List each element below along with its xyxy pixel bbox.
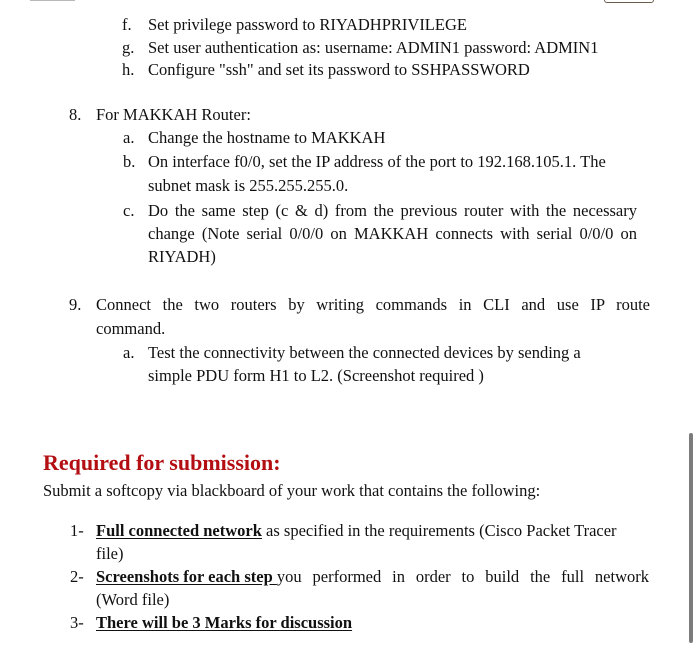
step8-a-text: Change the hostname to MAKKAH — [148, 128, 386, 147]
req-item1-marker: 1- — [70, 521, 84, 540]
req-item1-bold: Full connected network — [96, 521, 262, 540]
req-item3-line1 — [96, 613, 352, 633]
item-f-marker: f. — [122, 15, 132, 34]
step8-a-marker: a. — [123, 128, 135, 147]
top-rule — [30, 0, 75, 1]
req-item3-marker: 3- — [70, 613, 84, 632]
step9-a-marker: a. — [123, 343, 135, 362]
step9-line2: command. — [96, 319, 166, 338]
step9-a-line2: simple PDU form H1 to L2. (Screenshot required ) — [148, 366, 484, 385]
step8-c-marker: c. — [123, 201, 135, 220]
step9-line1: Connect the two routers by writing commands in CLI and use IP route — [96, 295, 650, 314]
step8-c-line1: Do the same step (c & d) from the previous router with the necessary — [148, 201, 637, 220]
step8-c-line2: change (Note serial 0/0/0 on MAKKAH connects with serial 0/0/0 on — [148, 224, 637, 243]
item-g-marker: g. — [122, 38, 135, 57]
req-item2-bold: Screenshots for each step — [96, 567, 277, 586]
req-item2-line2: (Word file) — [96, 590, 170, 609]
req-item1-line2: file) — [96, 544, 124, 563]
req-item2-line1 — [96, 567, 649, 587]
scrollbar-thumb[interactable] — [689, 433, 693, 643]
item-g-text: Set user authentication as: username: ADMIN1 password: ADMIN1 — [148, 38, 599, 57]
step9-marker: 9. — [69, 295, 82, 314]
req-item2-marker: 2- — [70, 567, 84, 586]
step8-c-line3: RIYADH) — [148, 247, 216, 266]
step8-marker: 8. — [69, 105, 82, 124]
step9-a-line1: Test the connectivity between the connected devices by sending a — [148, 343, 581, 362]
step8-b-line2: subnet mask is 255.255.255.0. — [148, 176, 349, 195]
item-h-text: Configure "ssh" and set its password to SSHPASSWORD — [148, 60, 530, 79]
req-item1-rest: as specified in the requirements (Cisco Packet Tracer — [261, 521, 617, 540]
item-h-marker: h. — [122, 60, 135, 79]
step8-b-marker: b. — [123, 152, 136, 171]
item-f-text: Set privilege password to RIYADHPRIVILEGE — [148, 15, 467, 34]
step8-b-line1: On interface f0/0, set the IP address of the port to 192.168.105.1. The — [148, 152, 606, 171]
step8-title: For MAKKAH Router: — [96, 105, 251, 124]
req-item1-line1 — [96, 521, 617, 541]
required-intro: Submit a softcopy via blackboard of your work that contains the following: — [43, 481, 541, 500]
req-item3-bold: There will be 3 Marks for discussion — [96, 613, 353, 632]
top-box-edge — [604, 0, 654, 3]
required-heading: Required for submission: — [43, 450, 281, 475]
req-item2-rest: you performed in order to build the full network — [276, 567, 649, 586]
